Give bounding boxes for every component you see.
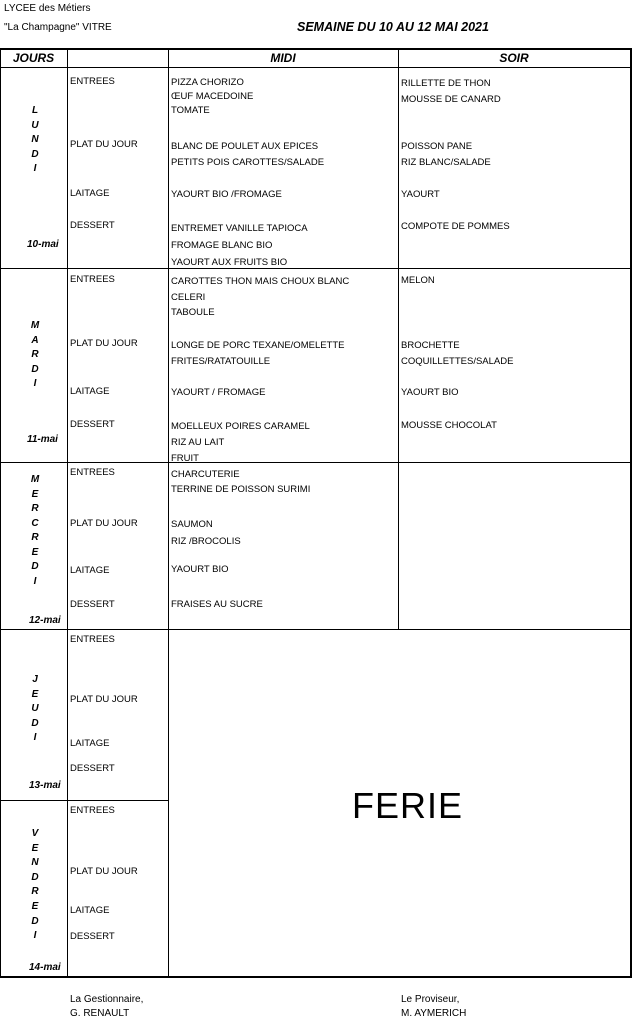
col-header-jours: JOURS	[12, 51, 55, 65]
label-plat: PLAT DU JOUR	[70, 139, 138, 150]
day-name-mercredi: M E R C R E D I	[30, 474, 40, 587]
label-plat: PLAT DU JOUR	[70, 866, 138, 877]
menu-item: CELERI	[171, 291, 206, 303]
menu-item: PETITS POIS CAROTTES/SALADE	[171, 157, 325, 168]
day-name-mardi: M A R D I	[30, 320, 40, 390]
menu-table	[0, 48, 632, 978]
menu-item: MELON	[401, 275, 435, 286]
menu-item: POISSON PANE	[401, 141, 473, 152]
menu-item: TERRINE DE POISSON SURIMI	[171, 484, 311, 495]
label-entrees: ENTREES	[70, 467, 115, 478]
page-title: SEMAINE DU 10 AU 12 MAI 2021	[297, 20, 489, 34]
label-plat: PLAT DU JOUR	[70, 694, 138, 705]
rule-mercredi	[0, 629, 632, 630]
signature-name: M. AYMERICH	[401, 1008, 467, 1019]
rule-mardi	[0, 462, 632, 463]
menu-item: YAOURT BIO	[401, 387, 459, 398]
day-name-lundi: L U N D I	[31, 105, 39, 175]
menu-item: SAUMON	[171, 519, 213, 530]
label-laitage: LAITAGE	[70, 905, 110, 916]
label-entrees: ENTREES	[70, 274, 115, 285]
lundi-soir-laitage	[401, 188, 440, 202]
menu-item: TOMATE	[171, 105, 210, 116]
label-dessert: DESSERT	[70, 599, 115, 610]
menu-item: FRAISES AU SUCRE	[171, 599, 263, 610]
label-plat: PLAT DU JOUR	[70, 518, 138, 529]
mardi-midi-dessert	[171, 419, 310, 467]
mardi-soir-entrees	[401, 274, 435, 288]
mardi-midi-plat	[171, 338, 345, 370]
menu-item: BLANC DE POULET AUX EPICES	[171, 141, 319, 152]
menu-item: CAROTTES THON MAIS CHOUX BLANC	[171, 276, 350, 287]
lundi-soir-plat	[401, 139, 491, 171]
mardi-soir-dessert	[401, 419, 497, 433]
signature-role: La Gestionnaire,	[70, 994, 144, 1005]
rule-jours	[67, 48, 68, 978]
lundi-midi-dessert	[171, 220, 308, 271]
menu-item: RIZ /BROCOLIS	[171, 536, 241, 547]
day-date-mercredi: 12-mai	[29, 615, 61, 626]
day-date-vendredi: 14-mai	[29, 962, 61, 973]
label-laitage: LAITAGE	[70, 565, 110, 576]
menu-item: ENTREMET VANILLE TAPIOCA	[171, 223, 308, 234]
label-entrees: ENTREES	[70, 805, 115, 816]
mardi-midi-laitage	[171, 386, 266, 400]
lundi-midi-entrees	[171, 76, 253, 118]
mercredi-midi-laitage	[171, 563, 229, 577]
menu-item: YAOURT / FROMAGE	[171, 387, 266, 398]
label-laitage: LAITAGE	[70, 738, 110, 749]
menu-item: TABOULE	[171, 307, 215, 318]
mardi-soir-plat	[401, 338, 513, 370]
menu-item: ŒUF MACEDOINE	[171, 91, 254, 102]
rule-jeudi	[0, 800, 168, 801]
menu-item: FROMAGE BLANC BIO	[171, 240, 273, 251]
signature-name: G. RENAULT	[70, 1008, 130, 1019]
holiday-label: FERIE	[352, 785, 464, 826]
label-laitage: LAITAGE	[70, 386, 110, 397]
day-date-jeudi: 13-mai	[29, 780, 61, 791]
menu-item: CHARCUTERIE	[171, 469, 240, 480]
rule-top	[0, 48, 632, 50]
lundi-soir-entrees	[401, 76, 501, 108]
menu-item: RIZ BLANC/SALADE	[401, 157, 491, 168]
label-dessert: DESSERT	[70, 931, 115, 942]
school-name: LYCEE des Métiers	[4, 3, 91, 14]
mardi-midi-entrees	[171, 274, 349, 321]
menu-item: MOUSSE CHOCOLAT	[401, 420, 497, 431]
signature-gestionnaire	[70, 993, 143, 1021]
label-dessert: DESSERT	[70, 763, 115, 774]
menu-item: RILLETTE DE THON	[401, 78, 491, 89]
menu-item: YAOURT BIO /FROMAGE	[171, 189, 282, 200]
col-header-soir: SOIR	[499, 51, 529, 65]
label-entrees: ENTREES	[70, 634, 115, 645]
menu-item: FRITES/RATATOUILLE	[171, 356, 271, 367]
day-date-lundi: 10-mai	[27, 239, 59, 250]
menu-item: LONGE DE PORC TEXANE/OMELETTE	[171, 340, 345, 351]
lundi-midi-laitage	[171, 188, 282, 202]
menu-item: PIZZA CHORIZO	[171, 77, 244, 88]
day-name-jeudi: J E U D I	[31, 674, 39, 744]
rule-midi	[398, 48, 399, 630]
menu-item: YAOURT AUX FRUITS BIO	[171, 257, 288, 268]
rule-lundi	[0, 268, 632, 269]
day-date-mardi: 11-mai	[27, 434, 58, 445]
menu-item: FRUIT	[171, 453, 199, 464]
menu-item: COQUILLETTES/SALADE	[401, 356, 514, 367]
rule-labels	[168, 48, 169, 978]
day-name-vendredi: V E N D R E D I	[31, 828, 39, 942]
signature-role: Le Proviseur,	[401, 994, 460, 1005]
label-dessert: DESSERT	[70, 419, 115, 430]
menu-item: BROCHETTE	[401, 340, 460, 351]
school-location: "La Champagne" VITRE	[4, 22, 112, 33]
menu-item: RIZ AU LAIT	[171, 437, 225, 448]
menu-item: YAOURT	[401, 189, 440, 200]
col-header-midi: MIDI	[270, 51, 296, 65]
label-plat: PLAT DU JOUR	[70, 338, 138, 349]
lundi-midi-plat	[171, 139, 324, 171]
rule-header	[0, 67, 632, 68]
rule-left	[0, 48, 1, 978]
menu-item: MOUSSE DE CANARD	[401, 94, 501, 105]
mercredi-midi-entrees	[171, 467, 310, 497]
label-entrees: ENTREES	[70, 76, 115, 87]
signature-proviseur	[401, 993, 466, 1021]
rule-bottom	[0, 976, 632, 978]
lundi-soir-dessert	[401, 220, 510, 234]
mercredi-midi-plat	[171, 516, 241, 550]
mercredi-midi-dessert	[171, 598, 263, 612]
label-dessert: DESSERT	[70, 220, 115, 231]
mardi-soir-laitage	[401, 386, 459, 400]
menu-item: COMPOTE DE POMMES	[401, 221, 510, 232]
menu-item: MOELLEUX POIRES CARAMEL	[171, 421, 310, 432]
label-laitage: LAITAGE	[70, 188, 110, 199]
menu-item: YAOURT BIO	[171, 564, 229, 575]
